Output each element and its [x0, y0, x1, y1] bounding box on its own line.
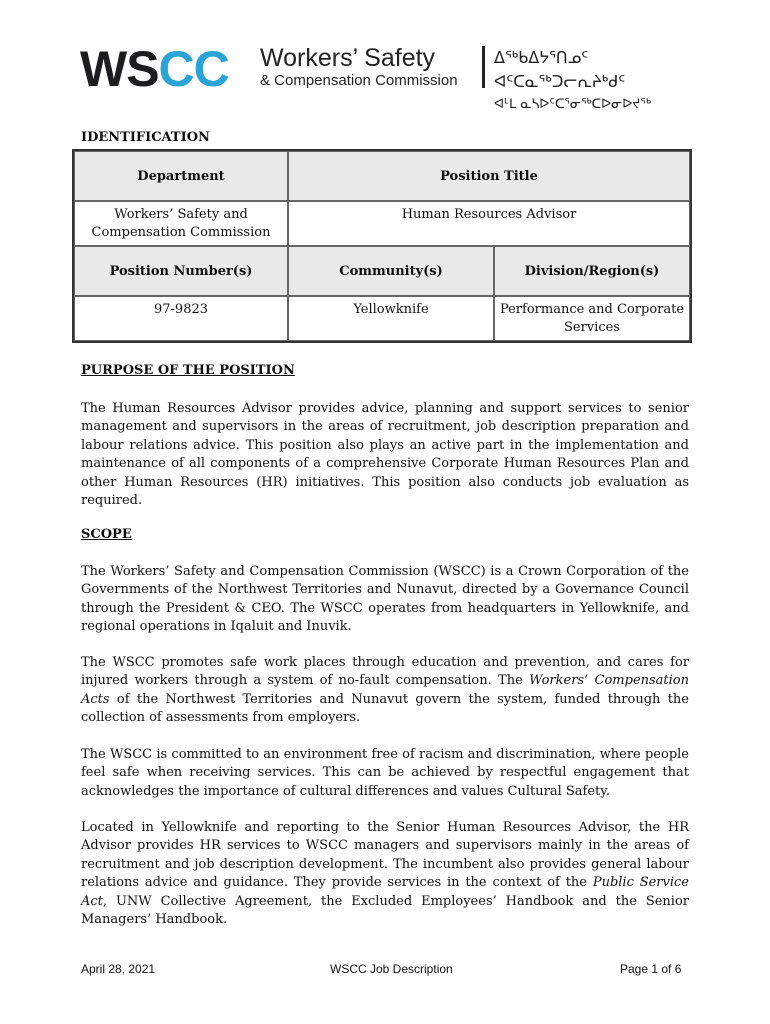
logo-mark: WSCC [80, 41, 229, 97]
scope-paragraph-1: The Workers’ Safety and Compensation Commission (WSCC) is a Crown Corporation of the Governments of the Northwest Territories and Nunavut, directed by a Governance Council through the President & CEO. The WSCC operates from headquarters in Yellowknife, and regional operations in Iqaluit and Inuvik. [81, 564, 689, 635]
identification-heading: IDENTIFICATION [81, 130, 210, 145]
footer-date: April 28, 2021 [81, 962, 156, 976]
table-row [74, 151, 690, 201]
logo-name [260, 44, 458, 90]
scope-heading: SCOPE [81, 527, 132, 542]
logo-syllabics [494, 46, 710, 116]
division-value: Performance and Corporate Services [494, 296, 690, 341]
purpose-heading: PURPOSE OF THE POSITION [81, 363, 295, 378]
scope-paragraph-2: The WSCC promotes safe work places through education and prevention, and cares for injured workers through a system of no-fault compensation. The Workers’ Compensation Acts of the Northwest Territories and Nunavut govern the system, funded through the collection of assessments from employers. [81, 655, 690, 726]
position-number-value: 97-9823 [74, 296, 288, 341]
logo-name-line1: Workers’ Safety [260, 44, 436, 72]
position-title-label: Position Title [288, 151, 690, 201]
logo-name-line2: & Compensation Commission [260, 72, 458, 89]
community-label: Community(s) [288, 246, 494, 296]
wscc-logo [80, 41, 710, 112]
logo-divider [482, 46, 485, 88]
acts-title: Workers’ Compensation Acts [81, 673, 690, 707]
department-value: Workers’ Safety and Compensation Commission [74, 201, 288, 246]
logo-syllabics-line1: ᐃᖅᑲᐃᔭᕐᑎᓄᑦ ᐊᑦᑕᓇᖅᑐᓕᕆᔨᒃᑯᑦ [494, 48, 626, 91]
identification-table [72, 149, 692, 343]
logo-syllabics-line2: ᐊᒻᒪ ᓇᓴᐅᑦᑕᕐᓂᖅᑕᐅᓂᐅᔪᖅ [494, 97, 652, 112]
table-row [74, 246, 690, 296]
scope-paragraph-4: Located in Yellowknife and reporting to the Senior Human Resources Advisor, the HR Advisor provides HR services to WSCC managers and supervisors mainly in the areas of recruitment and job description development. The incumbent also provides general labour relations advice and guidance. They provide services in the context of the Public Service Act, UNW Collective Agreement, the Excluded Employees’ Handbook and the Senior Managers’ Handbook. [81, 820, 689, 928]
department-label: Department [74, 151, 288, 201]
table-row [74, 201, 690, 246]
act-title: Public Service Act [81, 875, 689, 909]
position-title-value: Human Resources Advisor [288, 201, 690, 246]
scope-paragraph-3: The WSCC is committed to an environment free of racism and discrimination, where people feel safe when receiving services. This can be achieved by respectful engagement that acknowledges the importance of cultural differences and values Cultural Safety. [81, 747, 689, 799]
footer-title: WSCC Job Description [330, 962, 453, 976]
division-label: Division/Region(s) [494, 246, 690, 296]
purpose-text: The Human Resources Advisor provides advice, planning and support services to senior management and supervisors in the areas of recruitment, job description preparation and labour relations advice. This position also plays an active part in the implementation and maintenance of all components of a comprehensive Corporate Human Resources Plan and other Human Resources (HR) initiatives. This position also conducts job evaluation as required. [81, 401, 689, 509]
table-row [74, 296, 690, 341]
position-number-label: Position Number(s) [74, 246, 288, 296]
footer-page-number: Page 1 of 6 [620, 962, 682, 976]
community-value: Yellowknife [288, 296, 494, 341]
